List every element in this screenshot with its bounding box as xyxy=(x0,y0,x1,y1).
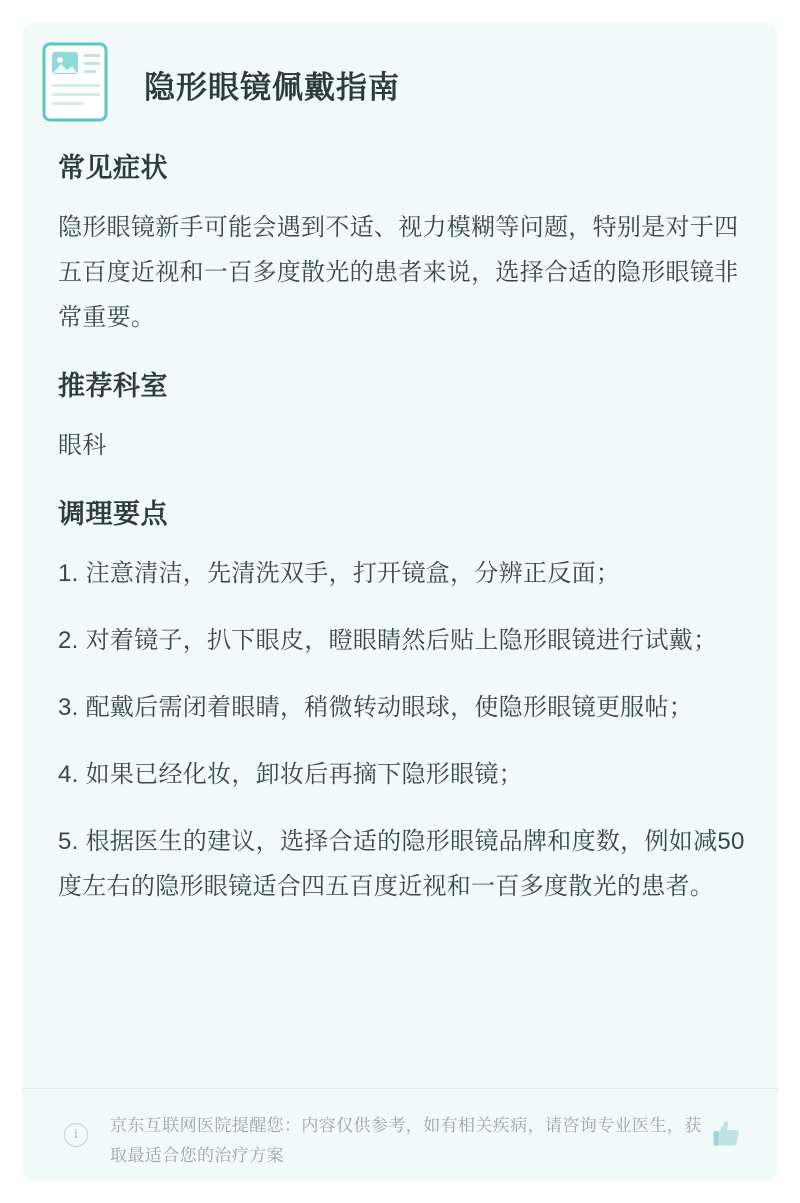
section-heading-care-points: 调理要点 xyxy=(58,499,168,529)
section-heading-symptoms: 常见症状 xyxy=(58,153,168,183)
guide-content xyxy=(58,134,748,931)
care-point-item: 5. 根据医生的建议，选择合适的隐形眼镜品牌和度数，例如减50度左右的隐形眼镜适合四五百度近视和一百多度散光的患者。 xyxy=(58,828,745,900)
care-point-item: 2. 对着镜子，扒下眼皮，瞪眼睛然后贴上隐形眼镜进行试戴； xyxy=(58,627,718,654)
section-heading-department: 推荐科室 xyxy=(58,371,168,401)
page-title: 隐形眼镜佩戴指南 xyxy=(144,70,400,105)
care-point-item: 3. 配戴后需闭着眼睛，稍微转动眼球，使隐形眼镜更服帖； xyxy=(58,694,694,721)
document-page-icon xyxy=(40,40,124,124)
thumbs-up-icon[interactable] xyxy=(710,1117,744,1151)
section-symptoms-paragraph: 隐形眼镜新手可能会遇到不适、视力模糊等问题，特别是对于四五百度近视和一百多度散光的患者来说，选择合适的隐形眼镜非常重要。 xyxy=(58,214,739,331)
care-point-item: 4. 如果已经化妆，卸妆后再摘下隐形眼镜； xyxy=(58,761,523,788)
section-department-paragraph: 眼科 xyxy=(58,432,107,459)
footer-disclaimer-text: 京东互联网医院提醒您：内容仅供参考，如有相关疾病，请咨询专业医生，获取最适合您的治疗方案 xyxy=(110,1116,702,1165)
care-point-item: 1. 注意清洁，先清洗双手，打开镜盒，分辨正反面； xyxy=(58,560,621,587)
info-icon: i xyxy=(64,1123,88,1147)
guide-card xyxy=(22,22,778,1181)
footer-disclaimer-bar xyxy=(22,1088,778,1181)
